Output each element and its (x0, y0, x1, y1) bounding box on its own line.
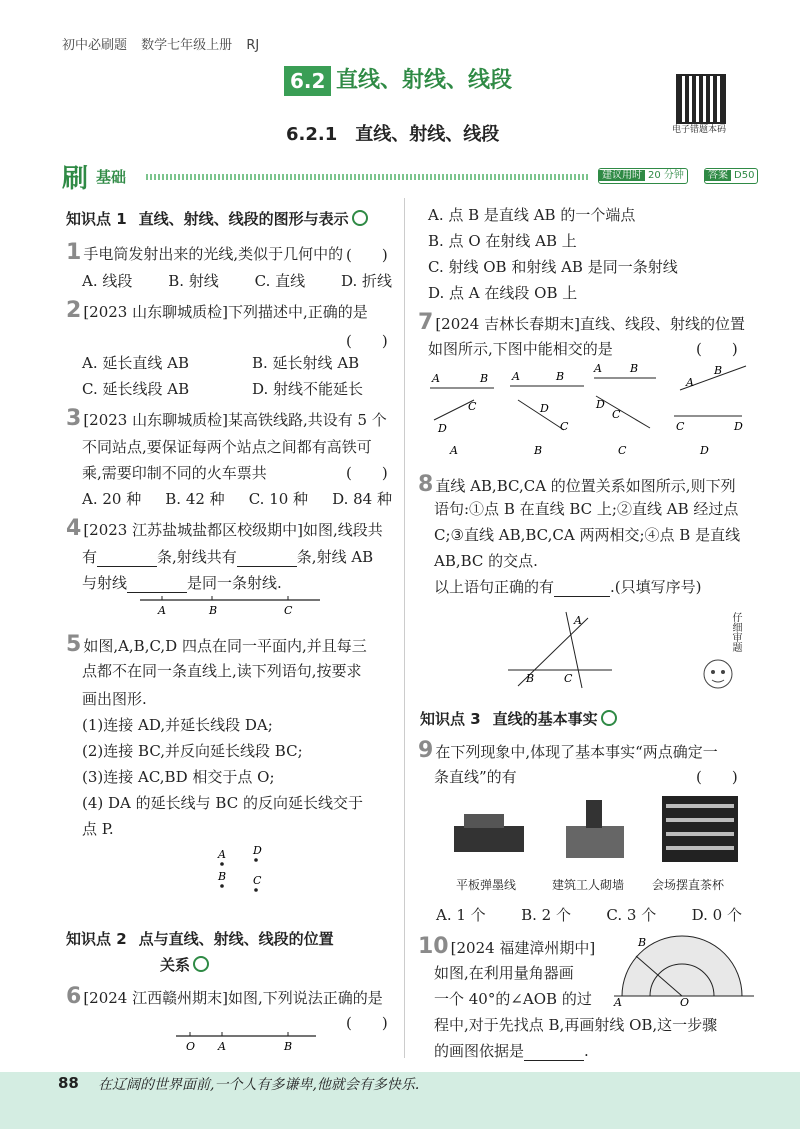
target-icon (352, 210, 368, 226)
answer-blank[interactable] (524, 1042, 584, 1061)
running-header (62, 34, 269, 53)
q9-line: 条直线”的有 (434, 768, 517, 786)
svg-text:A: A (614, 996, 622, 1008)
question-10: 10 [2024 福建漳州期中] (418, 934, 596, 959)
point-label: C (284, 604, 293, 617)
question-9: 9 在下列现象中,体现了基本事实“两点确定一 (418, 738, 718, 763)
svg-text:B: B (714, 364, 723, 377)
svg-text:C: C (612, 408, 621, 421)
option: C. 延长线段 AB (82, 380, 190, 398)
svg-text:B: B (630, 362, 639, 375)
svg-text:D: D (596, 398, 605, 411)
option: B. 延长射线 AB (252, 354, 360, 372)
subject-name: 数学七年级上册 (141, 38, 233, 53)
svg-text:C: C (560, 420, 569, 433)
answer-paren: ( ) (346, 1014, 388, 1032)
band-divider (146, 174, 590, 180)
svg-text:A: A (432, 372, 440, 385)
image-caption: 平板弹墨线 (456, 878, 517, 892)
tea-cups-image (662, 796, 738, 862)
chalk-line-image (450, 800, 528, 862)
svg-text:B: B (480, 372, 489, 385)
answer-blank[interactable] (97, 548, 157, 567)
q4-line2: 有 条,射线共有 条,射线 AB (82, 548, 374, 566)
svg-text:A: A (686, 376, 694, 389)
q7-figure (424, 360, 754, 460)
target-icon (601, 710, 617, 726)
q10-line: 程中,对于先找点 B,再画射线 OB,这一步骤 (434, 1016, 718, 1034)
q8-figure (508, 608, 618, 690)
qr-caption: 电子错题本码 (672, 125, 727, 135)
svg-text:C: C (468, 400, 477, 413)
q8-line: C;③直线 AB,BC,CA 两两相交;④点 B 是直线 (434, 526, 741, 544)
section-title: 6.2.1 直线、射线、线段 (286, 124, 500, 145)
q5-step: (1)连接 AD,并延长线段 DA; (82, 716, 273, 734)
side-note: 仔细审题 (730, 612, 741, 652)
option: A. 点 B 是直线 AB 的一个端点 (428, 206, 636, 224)
answer-tag: 答案 D50 (704, 168, 758, 184)
chapter-number: 6.2 (284, 66, 331, 96)
image-caption: 会场摆直茶杯 (652, 878, 725, 892)
time-tag: 建议用时 20 分钟 (598, 168, 688, 184)
answer-paren: ( ) (696, 768, 738, 786)
option-label: A (450, 444, 458, 457)
q10-line: 如图,在利用量角器画 (434, 964, 574, 982)
svg-text:A: A (218, 1040, 226, 1053)
q5-line: 点都不在同一条直线上,读下列语句,按要求 (82, 662, 362, 680)
band-label: 基础 (96, 168, 127, 186)
option: D. 点 A 在线段 OB 上 (428, 284, 578, 302)
q3-line: 乘,需要印制不同的火车票共 (82, 464, 267, 482)
q8-line: 语句:①点 B 在直线 BC 上;②直线 AB 经过点 (434, 500, 739, 518)
target-icon (193, 956, 209, 972)
svg-text:A: A (218, 848, 226, 861)
q4-line3: 与射线 是同一条射线. (82, 574, 282, 592)
q5-step: 点 P. (82, 820, 114, 838)
svg-text:O: O (680, 996, 690, 1008)
q5-step: (2)连接 BC,并反向延长线段 BC; (82, 742, 303, 760)
q10-line: 一个 40°的∠AOB 的过 (434, 990, 592, 1008)
question-7: 7 [2024 吉林长春期末]直线、线段、射线的位置 (418, 310, 745, 335)
svg-text:B: B (218, 870, 227, 883)
svg-text:A: A (594, 362, 602, 375)
point-label: A (158, 604, 166, 617)
q5-figure (210, 842, 270, 898)
question-3: 3 [2023 山东聊城质检]某高铁线路,共设有 5 个 (66, 406, 387, 431)
svg-text:C: C (676, 420, 685, 433)
page-number: 88 (58, 1074, 79, 1092)
protractor-figure (610, 932, 760, 1008)
knowledge-point-2: 知识点 2 点与直线、射线、线段的位置 (66, 930, 334, 948)
q6-figure (176, 1028, 326, 1054)
series-name: 初中必刷题 (62, 38, 128, 53)
q1-options: A. 线段 B. 射线 C. 直线 D. 折线 (82, 272, 392, 290)
answer-paren: ( ) (346, 332, 388, 350)
question-8: 8 直线 AB,BC,CA 的位置关系如图所示,则下列 (418, 472, 736, 497)
chapter-title: 直线、射线、线段 (336, 68, 513, 93)
q3-line: 不同站点,要保证每两个站点之间都有高铁可 (82, 438, 372, 456)
option: B. 点 O 在射线 AB 上 (428, 232, 577, 250)
bricklayer-image (560, 796, 630, 862)
svg-text:B: B (284, 1040, 293, 1053)
q8-line5: 以上语句正确的有 .(只填写序号) (434, 578, 702, 596)
point-label: B (209, 604, 218, 617)
svg-text:D: D (438, 422, 447, 435)
option: D. 射线不能延长 (252, 380, 364, 398)
q9-options: A. 1 个 B. 2 个 C. 3 个 D. 0 个 (436, 906, 742, 924)
qr-code-icon[interactable] (676, 74, 726, 124)
svg-text:B: B (526, 672, 535, 685)
footer-motto: 在辽阔的世界面前,一个人有多谦卑,他就会有多快乐. (98, 1077, 420, 1093)
q5-step: (4) DA 的延长线与 BC 的反向延长线交于 (82, 794, 363, 812)
question-6: 6 [2024 江西赣州期末]如图,下列说法正确的是 (66, 984, 383, 1009)
svg-text:C: C (253, 874, 262, 887)
option-label: B (534, 444, 543, 457)
svg-text:O: O (186, 1040, 196, 1053)
edition: RJ (246, 38, 260, 53)
q7-line: 如图所示,下图中能相交的是 (428, 340, 613, 358)
answer-blank[interactable] (237, 548, 297, 567)
brush-mark: 刷 (62, 164, 89, 194)
answer-paren: ( ) (346, 464, 388, 482)
q3-options: A. 20 种 B. 42 种 C. 10 种 D. 84 种 (82, 490, 392, 508)
question-1: 1 手电筒发射出来的光线,类似于几何中的 (66, 240, 344, 265)
option: C. 射线 OB 和射线 AB 是同一条射线 (428, 258, 678, 276)
q4-figure (140, 592, 330, 618)
q8-line: AB,BC 的交点. (434, 552, 538, 570)
option-label: D (700, 444, 709, 457)
option: A. 延长直线 AB (82, 354, 189, 372)
image-caption: 建筑工人砌墙 (552, 878, 625, 892)
q10-line5: 的画图依据是 . (434, 1042, 589, 1060)
answer-paren: ( ) (696, 340, 738, 358)
svg-text:A: A (574, 614, 582, 627)
knowledge-point-3: 知识点 3 直线的基本事实 (420, 708, 617, 729)
question-4: 4 [2023 江苏盐城盐都区校级期中]如图,线段共 (66, 516, 383, 541)
svg-text:D: D (734, 420, 743, 433)
question-2: 2 [2023 山东聊城质检]下列描述中,正确的是 (66, 298, 368, 323)
answer-paren: ( ) (346, 246, 388, 264)
knowledge-point-2-cont: 关系 (160, 954, 209, 975)
question-5: 5 如图,A,B,C,D 四点在同一平面内,并且每三 (66, 632, 367, 657)
column-divider (404, 198, 405, 1058)
option-label: C (618, 444, 627, 457)
svg-text:D: D (540, 402, 549, 415)
q5-step: (3)连接 AC,BD 相交于点 O; (82, 768, 275, 786)
cartoon-icon (700, 650, 740, 694)
answer-blank[interactable] (554, 578, 610, 597)
q5-line: 画出图形. (82, 690, 147, 708)
svg-text:C: C (564, 672, 573, 685)
svg-text:B: B (638, 936, 647, 949)
svg-text:A: A (512, 370, 520, 383)
knowledge-point-1: 知识点 1 直线、射线、线段的图形与表示 (66, 208, 368, 229)
svg-text:B: B (556, 370, 565, 383)
svg-text:D: D (253, 844, 262, 857)
answer-blank[interactable] (127, 574, 187, 593)
